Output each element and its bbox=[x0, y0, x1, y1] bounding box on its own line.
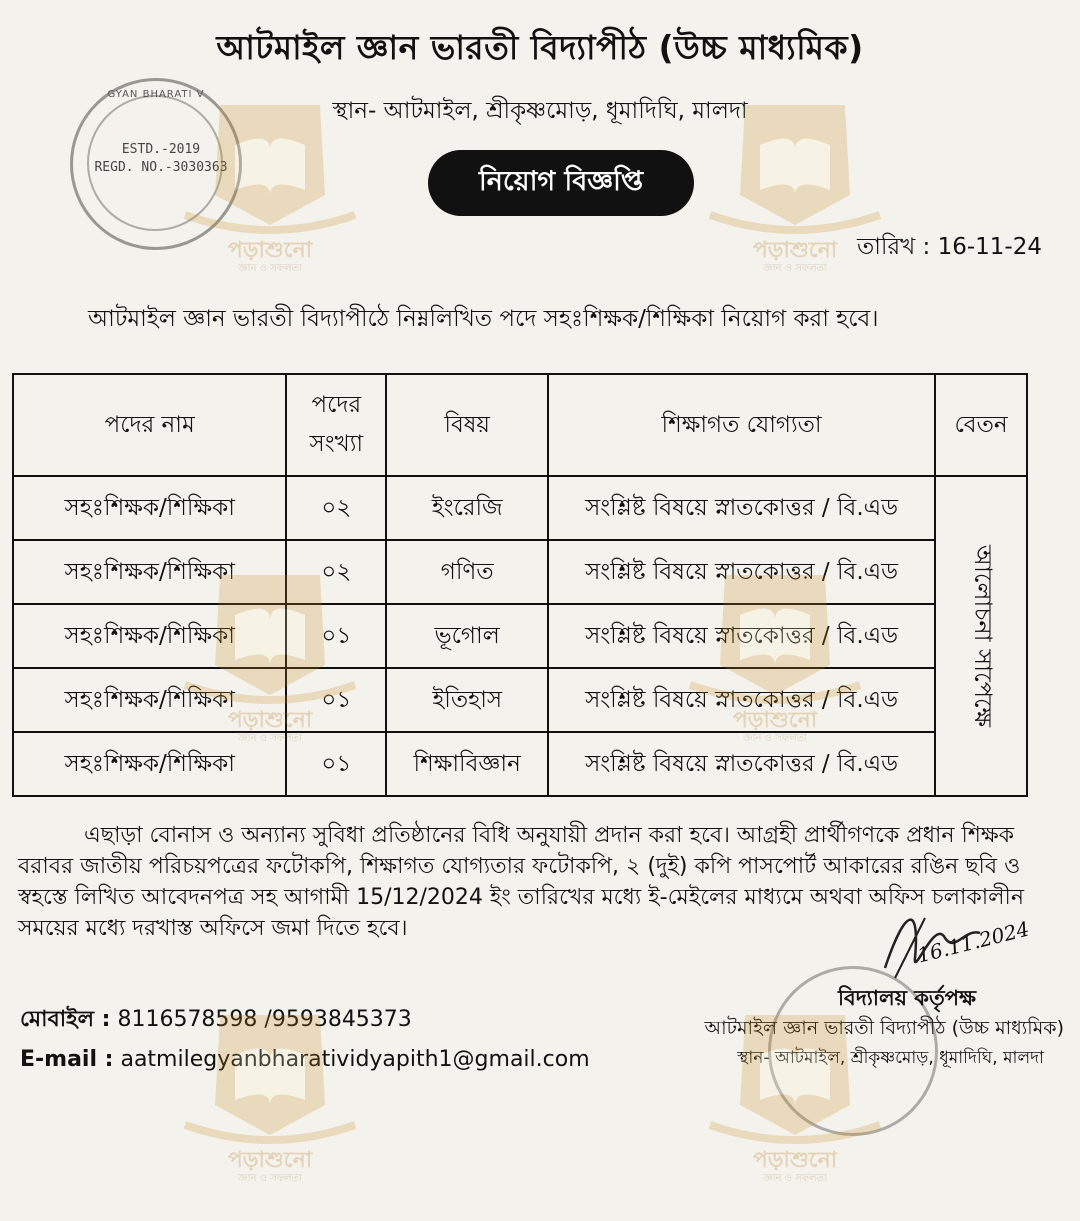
watermark-tagline: জ্ঞান ও সফলতা bbox=[743, 733, 807, 744]
vacancy-table bbox=[12, 373, 1028, 797]
table-row bbox=[13, 476, 1027, 540]
notice-title-badge: নিয়োগ বিজ্ঞপ্তি bbox=[428, 150, 694, 216]
cell-subject: ইংরেজি bbox=[386, 476, 548, 540]
authority-school: আটমাইল জ্ঞান ভারতী বিদ্যাপীঠ (উচ্চ মাধ্যমিক) bbox=[704, 1017, 1064, 1039]
cell-post: সহঃশিক্ষক/শিক্ষিকা bbox=[13, 476, 286, 540]
col-header-post: পদের নাম bbox=[13, 374, 286, 476]
mobile-label: মোবাইল : bbox=[20, 1007, 111, 1032]
col-header-qualification: শিক্ষাগত যোগ্যতা bbox=[548, 374, 935, 476]
cell-subject: শিক্ষাবিজ্ঞান bbox=[386, 732, 548, 796]
seal-estd: ESTD.-2019 bbox=[121, 142, 201, 157]
cell-qualification: সংশ্লিষ্ট বিষয়ে স্নাতকোত্তর / বি.এড bbox=[548, 604, 935, 668]
table-row bbox=[13, 540, 1027, 604]
cell-count: ০১ bbox=[286, 668, 386, 732]
col-header-subject: বিষয় bbox=[386, 374, 548, 476]
cell-qualification: সংশ্লিষ্ট বিষয়ে স্নাতকোত্তর / বি.এড bbox=[548, 476, 935, 540]
watermark-tagline: জ্ঞান ও সফলতা bbox=[238, 733, 302, 744]
watermark-brand: পড়াশুনো bbox=[227, 1148, 313, 1173]
watermark-tagline: জ্ঞান ও সফলতা bbox=[238, 1173, 302, 1184]
cell-subject: গণিত bbox=[386, 540, 548, 604]
table-row bbox=[13, 604, 1027, 668]
watermark-brand: পড়াশুনো bbox=[732, 708, 818, 733]
table-row bbox=[13, 668, 1027, 732]
cell-count: ০২ bbox=[286, 476, 386, 540]
watermark-tagline: জ্ঞান ও সফলতা bbox=[763, 263, 827, 274]
seal-arc-text: GYAN BHARATI V bbox=[107, 89, 205, 100]
salary-value: আলোচনা সাপেক্ষে bbox=[969, 544, 998, 728]
cell-count: ০১ bbox=[286, 732, 386, 796]
contact-block bbox=[20, 1000, 590, 1080]
watermark-tagline: জ্ঞান ও সফলতা bbox=[763, 1173, 827, 1184]
authority-title: বিদ্যালয় কর্তৃপক্ষ bbox=[838, 986, 976, 1010]
cell-post: সহঃশিক্ষক/শিক্ষিকা bbox=[13, 540, 286, 604]
cell-post: সহঃশিক্ষক/শিক্ষিকা bbox=[13, 668, 286, 732]
cell-subject: ইতিহাস bbox=[386, 668, 548, 732]
school-title: আটমাইল জ্ঞান ভারতী বিদ্যাপীঠ (উচ্চ মাধ্যমিক) bbox=[216, 28, 864, 67]
instructions-paragraph: এছাড়া বোনাস ও অন্যান্য সুবিধা প্রতিষ্ঠানের বিধি অনুযায়ী প্রদান করা হবে। আগ্রহী প্রার্থীগণকে প্রধান শিক্ষক বরাবর জাতীয় পরিচয়পত্রের ফটোকপি, শিক্ষাগত যোগ্যতার ফটোকপি, ২ (দুই) কপি পাসপোর্ট আকারের রঙিন ছবি ও স্বহস্তে লিখিত আবেদনপত্র সহ আগামী 15/12/2024 ইং তারিখের মধ্যে ই-মেইলের মাধ্যমে অথবা অফিস চলাকালীন সময়ের মধ্যে দরখাস্ত অফিসে জমা দিতে হবে। bbox=[18, 823, 1024, 941]
watermark-brand: পড়াশুনো bbox=[227, 238, 313, 263]
watermark-brand: পড়াশুনো bbox=[227, 708, 313, 733]
watermark-brand: পড়াশুনো bbox=[752, 1148, 838, 1173]
email-label: E-mail : bbox=[20, 1047, 114, 1072]
cell-subject: ভূগোল bbox=[386, 604, 548, 668]
date-value: 16-11-24 bbox=[937, 234, 1042, 260]
cell-salary bbox=[935, 476, 1027, 796]
cell-qualification: সংশ্লিষ্ট বিষয়ে স্নাতকোত্তর / বি.এড bbox=[548, 668, 935, 732]
watermark-brand: পড়াশুনো bbox=[752, 238, 838, 263]
authority-block bbox=[704, 983, 1064, 1073]
email-value: aatmilegyanbharatividyapith1@gmail.com bbox=[120, 1047, 590, 1072]
authority-address: স্থান- আটমাইল, শ্রীকৃষ্ণমোড়, ধূমাদিঘি, মালদা bbox=[737, 1048, 1044, 1068]
school-seal-stamp bbox=[70, 78, 242, 250]
table-row bbox=[13, 732, 1027, 796]
cell-count: ০২ bbox=[286, 540, 386, 604]
cell-post: সহঃশিক্ষক/শিক্ষিকা bbox=[13, 604, 286, 668]
col-header-count: পদের সংখ্যা bbox=[286, 374, 386, 476]
cell-qualification: সংশ্লিষ্ট বিষয়ে স্নাতকোত্তর / বি.এড bbox=[548, 540, 935, 604]
mobile-value: 8116578598 /9593845373 bbox=[117, 1007, 412, 1032]
cell-post: সহঃশিক্ষক/শিক্ষিকা bbox=[13, 732, 286, 796]
seal-regd: REGD. NO.-3030363 bbox=[94, 160, 228, 175]
table-header-row bbox=[13, 374, 1027, 476]
watermark-tagline: জ্ঞান ও সফলতা bbox=[238, 263, 302, 274]
cell-qualification: সংশ্লিষ্ট বিষয়ে স্নাতকোত্তর / বি.এড bbox=[548, 732, 935, 796]
signature-date: 16.11.2024 bbox=[914, 916, 1032, 968]
col-header-salary: বেতন bbox=[935, 374, 1027, 476]
date-label: তারিখ : bbox=[856, 234, 931, 260]
intro-text: আটমাইল জ্ঞান ভারতী বিদ্যাপীঠে নিম্নলিখিত পদে সহঃশিক্ষক/শিক্ষিকা নিয়োগ করা হবে। bbox=[88, 306, 879, 332]
notice-date bbox=[857, 228, 1042, 267]
cell-count: ০১ bbox=[286, 604, 386, 668]
school-address: স্থান- আটমাইল, শ্রীকৃষ্ণমোড়, ধূমাদিঘি, মালদা bbox=[332, 98, 748, 124]
